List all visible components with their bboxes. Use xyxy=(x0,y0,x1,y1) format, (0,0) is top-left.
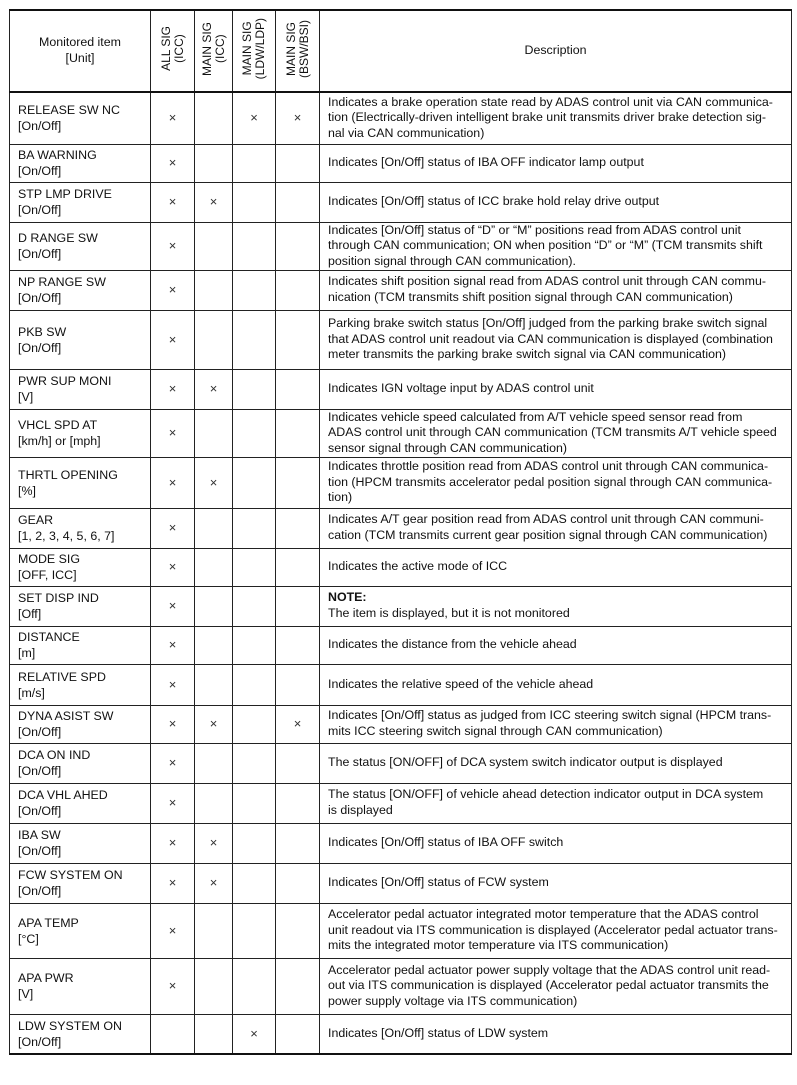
mark-cell-all-sig-icc xyxy=(151,548,195,586)
item-name: BA WARNING xyxy=(18,148,97,162)
cross-mark-icon: × xyxy=(168,676,177,692)
mark-cell-main-sig-icc xyxy=(195,369,233,409)
monitored-item-cell xyxy=(10,626,151,664)
header-col-main-sig-ldw-ldp: MAIN SIG (LDW/LDP) xyxy=(233,10,276,92)
cross-mark-icon: × xyxy=(209,835,218,851)
item-name: LDW SYSTEM ON xyxy=(18,1018,122,1033)
table-row xyxy=(10,705,792,743)
item-unit: [On/Off] xyxy=(18,203,62,217)
cross-mark-icon: × xyxy=(168,559,177,575)
item-name: RELATIVE SPD xyxy=(18,669,106,684)
mark-cell-all-sig-icc xyxy=(151,457,195,508)
cross-mark-icon: × xyxy=(250,1025,258,1041)
description-cell xyxy=(320,863,792,903)
mark-cell-all-sig-icc xyxy=(151,664,195,705)
table-row xyxy=(10,903,792,958)
mark-cell-main-sig-bsw-bsi xyxy=(276,369,320,409)
item-unit: [On/Off] xyxy=(18,884,62,898)
mark-cell-all-sig-icc xyxy=(151,958,195,1014)
description-cell xyxy=(320,409,792,457)
monitored-item-cell xyxy=(10,222,151,270)
description-cell xyxy=(320,903,792,958)
table-row xyxy=(10,743,792,783)
item-unit: [Off] xyxy=(18,607,42,621)
description-text: The item is displayed, but it is not monitored xyxy=(328,606,570,620)
table-body xyxy=(10,92,792,1054)
mark-cell-all-sig-icc xyxy=(151,144,195,182)
description-cell xyxy=(320,743,792,783)
description-text: The status [ON/OFF] of vehicle ahead detection indicator output in DCA system is displayed xyxy=(328,787,764,817)
monitored-item-cell xyxy=(10,705,151,743)
item-name: VHCL SPD AT xyxy=(18,418,98,432)
item-unit: [On/Off] xyxy=(18,764,62,778)
mark-cell-all-sig-icc xyxy=(151,783,195,823)
description-text: Indicates A/T gear position read from ADAS control unit through CAN communi- cation (TCM transmits current gear position signal through CAN communication) xyxy=(328,512,768,542)
mark-cell-all-sig-icc xyxy=(151,409,195,457)
mark-cell-main-sig-icc xyxy=(195,783,233,823)
table-row xyxy=(10,182,792,222)
item-name: STP LMP DRIVE xyxy=(18,187,112,201)
item-unit: [V] xyxy=(18,987,34,1001)
mark-cell-main-sig-bsw-bsi xyxy=(276,457,320,508)
mark-cell-main-sig-ldw-ldp xyxy=(233,270,276,310)
item-unit: [On/Off] xyxy=(18,340,62,355)
monitor-item-table xyxy=(9,9,792,1055)
monitored-item-cell xyxy=(10,1014,151,1054)
header-description: Description xyxy=(320,10,792,92)
cross-mark-icon: × xyxy=(168,755,177,771)
mark-cell-main-sig-bsw-bsi xyxy=(276,783,320,823)
item-unit: [V] xyxy=(18,390,34,404)
cross-mark-icon: × xyxy=(168,194,177,210)
table-row xyxy=(10,369,792,409)
cross-mark-icon: × xyxy=(168,922,177,938)
monitored-item-cell xyxy=(10,548,151,586)
table-row xyxy=(10,863,792,903)
cross-mark-icon: × xyxy=(209,716,218,732)
mark-cell-main-sig-ldw-ldp xyxy=(233,548,276,586)
table-row xyxy=(10,958,792,1014)
description-cell xyxy=(320,508,792,548)
monitored-item-cell xyxy=(10,508,151,548)
cross-mark-icon: × xyxy=(168,875,177,891)
table-row xyxy=(10,1014,792,1054)
mark-cell-main-sig-icc xyxy=(195,958,233,1014)
description-cell xyxy=(320,457,792,508)
mark-cell-main-sig-bsw-bsi xyxy=(276,144,320,182)
mark-cell-main-sig-icc xyxy=(195,743,233,783)
item-name: FCW SYSTEM ON xyxy=(18,868,123,882)
description-cell xyxy=(320,958,792,1014)
monitored-item-cell xyxy=(10,182,151,222)
table-row xyxy=(10,457,792,508)
item-unit: [OFF, ICC] xyxy=(18,568,77,582)
header-monitored-item: Monitored item [Unit] xyxy=(10,10,151,92)
item-unit: [On/Off] xyxy=(18,119,62,134)
mark-cell-main-sig-ldw-ldp xyxy=(233,457,276,508)
table-row xyxy=(10,310,792,369)
monitored-item-cell xyxy=(10,863,151,903)
item-unit: [1, 2, 3, 4, 5, 6, 7] xyxy=(18,529,115,543)
mark-cell-main-sig-ldw-ldp xyxy=(233,903,276,958)
description-text: Indicates [On/Off] status of IBA OFF indicator lamp output xyxy=(328,155,644,170)
table-row xyxy=(10,92,792,144)
mark-cell-main-sig-ldw-ldp xyxy=(233,743,276,783)
description-cell xyxy=(320,705,792,743)
mark-cell-all-sig-icc xyxy=(151,508,195,548)
mark-cell-main-sig-ldw-ldp xyxy=(233,310,276,369)
mark-cell-main-sig-ldw-ldp xyxy=(233,586,276,626)
cross-mark-icon: × xyxy=(209,194,218,210)
item-unit: [On/Off] xyxy=(18,844,62,858)
monitored-item-cell xyxy=(10,270,151,310)
mark-cell-main-sig-icc xyxy=(195,92,233,144)
cross-mark-icon: × xyxy=(250,110,258,126)
monitored-item-cell xyxy=(10,310,151,369)
description-text: Indicates vehicle speed calculated from A/T vehicle speed sensor read from ADAS control unit through CAN communication (TCM transmits A/T vehicle speed sensor signal through CAN communication) xyxy=(328,409,777,455)
item-name: APA TEMP xyxy=(18,915,79,930)
description-text: Indicates throttle position read from ADAS control unit through CAN communica- tion (HPCM transmits accelerator pedal position signal through CAN communica- tion) xyxy=(328,459,773,505)
mark-cell-main-sig-icc xyxy=(195,457,233,508)
mark-cell-all-sig-icc xyxy=(151,270,195,310)
mark-cell-main-sig-bsw-bsi xyxy=(276,182,320,222)
mark-cell-main-sig-icc xyxy=(195,863,233,903)
mark-cell-all-sig-icc xyxy=(151,823,195,863)
mark-cell-main-sig-bsw-bsi xyxy=(276,626,320,664)
monitored-item-cell xyxy=(10,92,151,144)
mark-cell-main-sig-bsw-bsi xyxy=(276,548,320,586)
table-row xyxy=(10,508,792,548)
cross-mark-icon: × xyxy=(168,331,177,347)
mark-cell-main-sig-bsw-bsi xyxy=(276,823,320,863)
cross-mark-icon: × xyxy=(168,238,177,254)
mark-cell-main-sig-bsw-bsi xyxy=(276,409,320,457)
cross-mark-icon: × xyxy=(168,155,177,171)
cross-mark-icon: × xyxy=(168,598,177,614)
mark-cell-main-sig-bsw-bsi xyxy=(276,92,320,144)
description-cell xyxy=(320,270,792,310)
mark-cell-main-sig-ldw-ldp xyxy=(233,92,276,144)
mark-cell-main-sig-ldw-ldp xyxy=(233,783,276,823)
mark-cell-main-sig-bsw-bsi xyxy=(276,903,320,958)
mark-cell-main-sig-icc xyxy=(195,222,233,270)
table-row xyxy=(10,409,792,457)
cross-mark-icon: × xyxy=(168,282,177,298)
item-unit: [On/Off] xyxy=(18,247,62,261)
table-header-row xyxy=(10,10,792,92)
description-cell xyxy=(320,1014,792,1054)
monitored-item-cell xyxy=(10,823,151,863)
mark-cell-main-sig-icc xyxy=(195,144,233,182)
cross-mark-icon: × xyxy=(293,110,302,126)
item-name: APA PWR xyxy=(18,971,74,985)
mark-cell-main-sig-bsw-bsi xyxy=(276,743,320,783)
mark-cell-main-sig-ldw-ldp xyxy=(233,508,276,548)
header-col-main-sig-icc: MAIN SIG (ICC) xyxy=(195,10,233,92)
mark-cell-main-sig-icc xyxy=(195,270,233,310)
cross-mark-icon: × xyxy=(168,978,177,994)
item-unit: [On/Off] xyxy=(18,725,62,739)
cross-mark-icon: × xyxy=(293,716,302,732)
description-text: Accelerator pedal actuator integrated motor temperature that the ADAS control unit readout via ITS communication is displayed (Accelerator pedal actuator trans- mits the integrated motor temperature via ITS communication) xyxy=(328,907,778,953)
description-text: Indicates the active mode of ICC xyxy=(328,559,508,574)
item-name: IBA SW xyxy=(18,828,61,842)
description-cell xyxy=(320,626,792,664)
item-name: PWR SUP MONI xyxy=(18,374,112,388)
mark-cell-all-sig-icc xyxy=(151,92,195,144)
table-row xyxy=(10,626,792,664)
description-text: Indicates [On/Off] status of IBA OFF switch xyxy=(328,835,564,850)
mark-cell-all-sig-icc xyxy=(151,586,195,626)
description-cell xyxy=(320,144,792,182)
mark-cell-main-sig-bsw-bsi xyxy=(276,863,320,903)
mark-cell-main-sig-ldw-ldp xyxy=(233,222,276,270)
mark-cell-all-sig-icc xyxy=(151,369,195,409)
header-col-all-sig-icc: ALL SIG (ICC) xyxy=(151,10,195,92)
header-col-main-sig-bsw-bsi: MAIN SIG (BSW/BSI) xyxy=(276,10,320,92)
description-cell xyxy=(320,92,792,144)
monitored-item-cell xyxy=(10,369,151,409)
table-row xyxy=(10,664,792,705)
mark-cell-main-sig-bsw-bsi xyxy=(276,705,320,743)
monitored-item-cell xyxy=(10,409,151,457)
description-text: Indicates the distance from the vehicle ahead xyxy=(328,637,577,652)
mark-cell-all-sig-icc xyxy=(151,182,195,222)
item-unit: [°C] xyxy=(18,931,39,946)
item-unit: [m] xyxy=(18,646,36,660)
mark-cell-main-sig-ldw-ldp xyxy=(233,664,276,705)
cross-mark-icon: × xyxy=(209,381,218,397)
description-text: Indicates a brake operation state read by ADAS control unit via CAN communica- tion (Electrically-driven intelligent brake unit transmits driver brake detection sig- nal via CAN communication) xyxy=(328,94,773,141)
monitored-item-cell xyxy=(10,586,151,626)
description-text: The status [ON/OFF] of DCA system switch indicator output is displayed xyxy=(328,755,723,770)
mark-cell-all-sig-icc xyxy=(151,626,195,664)
mark-cell-all-sig-icc xyxy=(151,705,195,743)
description-cell xyxy=(320,222,792,270)
mark-cell-main-sig-ldw-ldp xyxy=(233,144,276,182)
mark-cell-main-sig-bsw-bsi xyxy=(276,586,320,626)
mark-cell-main-sig-bsw-bsi xyxy=(276,270,320,310)
item-unit: [%] xyxy=(18,483,36,498)
mark-cell-main-sig-bsw-bsi xyxy=(276,222,320,270)
mark-cell-all-sig-icc xyxy=(151,863,195,903)
description-cell xyxy=(320,783,792,823)
mark-cell-main-sig-icc xyxy=(195,1014,233,1054)
description-text: Indicates shift position signal read from ADAS control unit through CAN commu- nication (TCM transmits shift position signal through CAN communication) xyxy=(328,274,767,304)
mark-cell-main-sig-ldw-ldp xyxy=(233,958,276,1014)
cross-mark-icon: × xyxy=(209,474,218,490)
monitored-item-cell xyxy=(10,903,151,958)
item-name: THRTL OPENING xyxy=(18,467,118,482)
item-unit: [km/h] or [mph] xyxy=(18,434,101,448)
cross-mark-icon: × xyxy=(168,716,177,732)
item-name: DCA VHL AHED xyxy=(18,788,108,802)
mark-cell-main-sig-icc xyxy=(195,705,233,743)
description-text: Indicates [On/Off] status of ICC brake hold relay drive output xyxy=(328,194,660,209)
mark-cell-main-sig-ldw-ldp xyxy=(233,823,276,863)
item-name: PKB SW xyxy=(18,324,67,339)
mark-cell-main-sig-bsw-bsi xyxy=(276,958,320,1014)
mark-cell-main-sig-icc xyxy=(195,182,233,222)
description-text: Indicates IGN voltage input by ADAS control unit xyxy=(328,381,594,396)
mark-cell-main-sig-ldw-ldp xyxy=(233,1014,276,1054)
mark-cell-all-sig-icc xyxy=(151,222,195,270)
cross-mark-icon: × xyxy=(168,110,177,126)
table-row xyxy=(10,144,792,182)
monitored-item-cell xyxy=(10,664,151,705)
description-cell xyxy=(320,182,792,222)
cross-mark-icon: × xyxy=(168,795,177,811)
monitored-item-cell xyxy=(10,457,151,508)
note-label: NOTE: xyxy=(328,590,367,605)
mark-cell-all-sig-icc xyxy=(151,903,195,958)
description-text: Indicates [On/Off] status of “D” or “M” positions read from ADAS control unit through CAN communication; ON when position “D” or “M” (TCM transmits shift position signal through CAN communication). xyxy=(328,222,763,268)
monitored-item-cell xyxy=(10,743,151,783)
cross-mark-icon: × xyxy=(168,425,177,441)
mark-cell-all-sig-icc xyxy=(151,1014,195,1054)
table-row xyxy=(10,270,792,310)
description-text: Indicates [On/Off] status of LDW system xyxy=(328,1025,549,1040)
item-name: NP RANGE SW xyxy=(18,275,106,289)
mark-cell-main-sig-bsw-bsi xyxy=(276,508,320,548)
description-text: Indicates [On/Off] status of FCW system xyxy=(328,875,549,890)
cross-mark-icon: × xyxy=(209,875,218,891)
item-unit: [m/s] xyxy=(18,685,45,700)
mark-cell-main-sig-bsw-bsi xyxy=(276,1014,320,1054)
monitored-item-cell xyxy=(10,144,151,182)
mark-cell-main-sig-icc xyxy=(195,823,233,863)
mark-cell-main-sig-icc xyxy=(195,664,233,705)
mark-cell-all-sig-icc xyxy=(151,743,195,783)
mark-cell-main-sig-ldw-ldp xyxy=(233,369,276,409)
monitored-item-cell xyxy=(10,958,151,1014)
cross-mark-icon: × xyxy=(168,381,177,397)
table-row xyxy=(10,586,792,626)
description-text: Parking brake switch status [On/Off] judged from the parking brake switch signal that ADAS control unit readout via CAN communication is displayed (combination meter transmits the parking brake switch signal via CAN communication) xyxy=(328,316,773,362)
item-name: D RANGE SW xyxy=(18,231,98,245)
cross-mark-icon: × xyxy=(168,637,177,653)
mark-cell-main-sig-ldw-ldp xyxy=(233,705,276,743)
item-name: DISTANCE xyxy=(18,630,80,644)
item-unit: [On/Off] xyxy=(18,164,62,178)
cross-mark-icon: × xyxy=(168,520,177,536)
table-row xyxy=(10,548,792,586)
mark-cell-main-sig-ldw-ldp xyxy=(233,863,276,903)
mark-cell-main-sig-bsw-bsi xyxy=(276,664,320,705)
description-cell xyxy=(320,586,792,626)
cross-mark-icon: × xyxy=(168,835,177,851)
description-cell xyxy=(320,548,792,586)
item-name: DCA ON IND xyxy=(18,748,91,762)
mark-cell-main-sig-icc xyxy=(195,409,233,457)
item-name: RELEASE SW NC xyxy=(18,103,120,118)
mark-cell-main-sig-icc xyxy=(195,903,233,958)
mark-cell-all-sig-icc xyxy=(151,310,195,369)
description-cell xyxy=(320,823,792,863)
description-cell xyxy=(320,664,792,705)
mark-cell-main-sig-icc xyxy=(195,310,233,369)
item-name: GEAR xyxy=(18,513,54,527)
item-name: MODE SIG xyxy=(18,552,80,566)
description-text: Accelerator pedal actuator power supply voltage that the ADAS control unit read- out via ITS communication is displayed (Accelerator pedal actuator transmits the power supply voltage via ITS communication) xyxy=(328,962,771,1008)
mark-cell-main-sig-icc xyxy=(195,548,233,586)
table-row xyxy=(10,222,792,270)
description-text: Indicates [On/Off] status as judged from ICC steering switch signal (HPCM trans- mits ICC steering switch signal through CAN communication) xyxy=(328,708,772,738)
mark-cell-main-sig-icc xyxy=(195,626,233,664)
table-row xyxy=(10,823,792,863)
mark-cell-main-sig-bsw-bsi xyxy=(276,310,320,369)
mark-cell-main-sig-icc xyxy=(195,508,233,548)
description-cell xyxy=(320,310,792,369)
mark-cell-main-sig-ldw-ldp xyxy=(233,626,276,664)
mark-cell-main-sig-ldw-ldp xyxy=(233,409,276,457)
item-name: SET DISP IND xyxy=(18,591,99,605)
cross-mark-icon: × xyxy=(168,474,177,490)
description-cell xyxy=(320,369,792,409)
item-unit: [On/Off] xyxy=(18,291,62,305)
item-name: DYNA ASIST SW xyxy=(18,709,114,723)
mark-cell-main-sig-icc xyxy=(195,586,233,626)
item-unit: [On/Off] xyxy=(18,804,62,818)
mark-cell-main-sig-ldw-ldp xyxy=(233,182,276,222)
item-unit: [On/Off] xyxy=(18,1034,62,1049)
table-row xyxy=(10,783,792,823)
description-text: Indicates the relative speed of the vehicle ahead xyxy=(328,676,594,691)
monitored-item-cell xyxy=(10,783,151,823)
